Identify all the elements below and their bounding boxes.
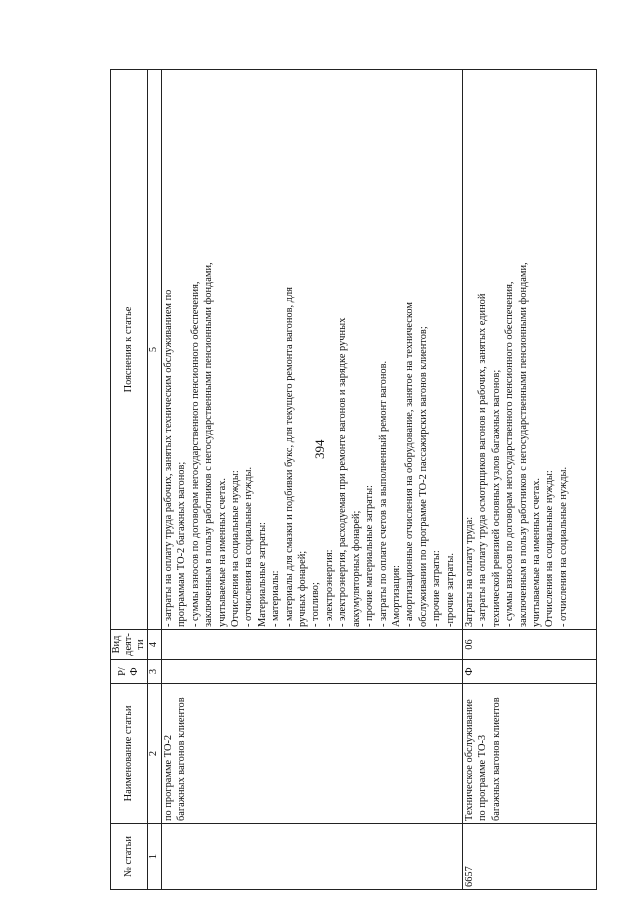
explanation-line: технической ревизией основных узлов багажных вагонов; [490, 369, 502, 627]
column-number-row [148, 70, 162, 890]
activity-cell [162, 630, 463, 660]
explanation-line: - отчисления на социальные нужды. [557, 466, 569, 627]
table-row [463, 70, 597, 890]
page-number: 394 [312, 439, 327, 459]
explanation-line: обслуживании по программе ТО-2 пассажирских вагонов клиентов; [417, 326, 429, 627]
explanation-line: - материалы для смазки и подбивки букс, для текущего ремонта вагонов, для [283, 287, 295, 627]
explanation-line: ручных фонарей; [297, 550, 309, 627]
column-number: 4 [148, 630, 162, 660]
explanation-line: - затраты на оплату труда рабочих, занятых техническим обслуживанием по [163, 289, 174, 627]
column-number: 2 [148, 684, 162, 824]
explanation-line: Отчисления на социальные нужды: [544, 470, 556, 627]
explanation-cell [463, 70, 597, 630]
explanation-line: учитываемые на именных счетах. [216, 478, 228, 627]
explanation-line: - суммы взносов по договорам негосударственного пенсионного обеспечения, [189, 281, 201, 627]
explanation-line: учитываемые на именных счетах. [531, 478, 543, 627]
table-header-row [111, 70, 148, 890]
header-item-number: № статьи [111, 824, 148, 890]
explanation-line: -прочие затраты. [444, 553, 456, 627]
item-name-line: по программе ТО-3 [477, 734, 489, 821]
item-name-line: по программе ТО-2 [163, 734, 174, 821]
item-number-cell [162, 824, 463, 890]
explanation-line: - затраты по оплате счетов за выполненный ремонт вагонов. [377, 360, 389, 627]
rotated-table-container [110, 70, 592, 890]
explanation-line: заключенным в пользу работников с негосударственными пенсионными фондами, [203, 262, 215, 627]
explanation-line: - электроэнергия: [323, 549, 335, 627]
column-number: 5 [148, 70, 162, 630]
header-rf: Р/ Ф [111, 660, 148, 684]
item-name-cell [162, 684, 463, 824]
explanation-line: программам ТО-2 багажных вагонов; [176, 461, 188, 627]
table-row [162, 70, 463, 890]
explanation-line: аккумуляторных фонарей; [350, 510, 362, 627]
item-name-cell [463, 684, 597, 824]
explanation-line: заключенным в пользу работников с негосударственными пенсионными фондами, [517, 262, 529, 627]
header-item-name: Наименование статьи [111, 684, 148, 824]
cost-items-table [110, 69, 597, 890]
explanation-line: - затраты на оплату труда осмотрщиков вагонов и рабочих, занятых единой [477, 293, 489, 627]
explanation-line: - прочие материальные затраты: [364, 485, 376, 627]
explanation-line: - электроэнергия, расходуемая при ремонте вагонов и зарядке ручных [337, 317, 349, 627]
explanation-line: - материалы: [270, 570, 282, 627]
explanation-line: - топливо; [310, 582, 322, 627]
explanation-line: - отчисления на социальные нужды. [243, 466, 255, 627]
explanation-line: Затраты на оплату труда: [464, 516, 475, 627]
explanation-line: - прочие затраты: [431, 550, 443, 627]
explanation-line: Материальные затраты: [256, 522, 268, 627]
item-name-line: Техническое обслуживание [464, 699, 475, 821]
activity-cell: 06 [463, 630, 597, 660]
explanation-line: Отчисления на социальные нужды: [230, 470, 242, 627]
header-explanation: Пояснения к статье [111, 70, 148, 630]
item-name-line: багажных вагонов клиентов [176, 697, 188, 821]
column-number: 3 [148, 660, 162, 684]
explanation-cell [162, 70, 463, 630]
explanation-line: Амортизация: [390, 565, 402, 627]
explanation-line: - амортизационные отчисления на оборудование, занятое на техническом [404, 302, 416, 627]
explanation-line: - суммы взносов по договорам негосударственного пенсионного обеспечения, [504, 281, 516, 627]
column-number: 1 [148, 824, 162, 890]
header-activity-type: Вид деят-ти [111, 630, 148, 660]
rf-cell [162, 660, 463, 684]
item-name-line: багажных вагонов клиентов [490, 697, 502, 821]
item-number-cell: 6657 [463, 824, 597, 890]
rf-cell: Ф [463, 660, 597, 684]
